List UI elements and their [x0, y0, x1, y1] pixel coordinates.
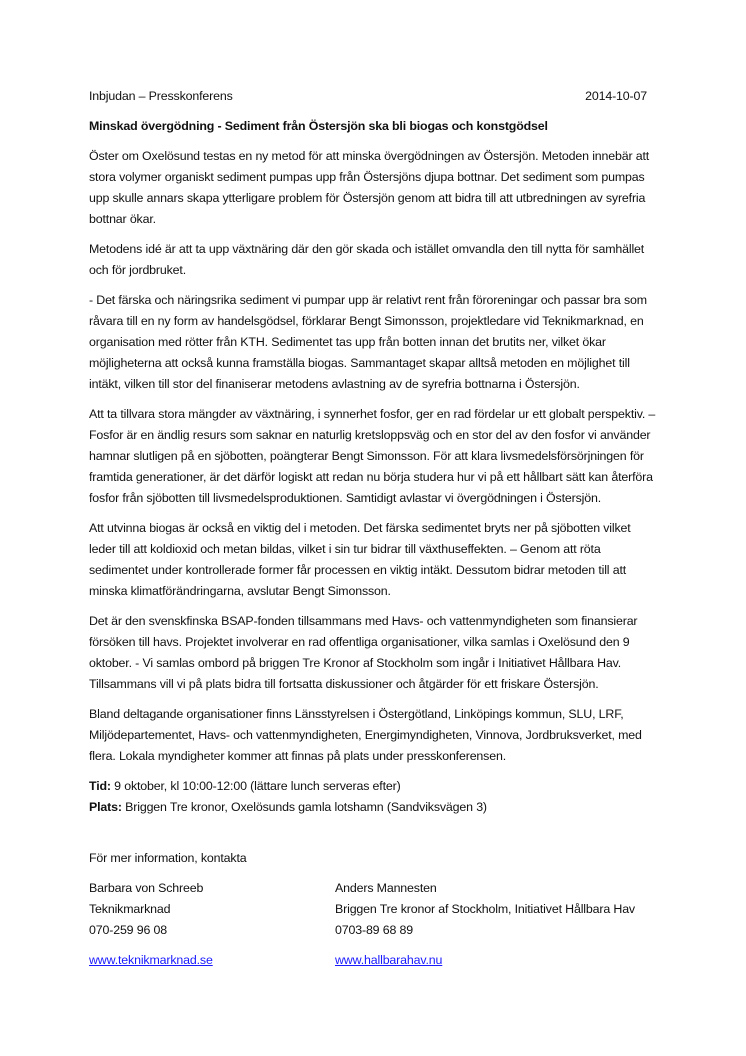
contact-card [335, 878, 655, 971]
place-label: Plats: [89, 800, 122, 814]
event-time [89, 776, 659, 797]
paragraph-method-idea: Metodens idé är att ta upp växtnäring där den gör skada och istället omvandla den till nytta för samhället och för jordbruket. [89, 242, 645, 277]
paragraph-intro: Öster om Oxelösund testas en ny metod för att minska övergödningen av Östersjön. Metoden innebär att stora volymer organiskt sediment pumpas upp från Östersjöns djupa bottnar. Det sediment som pumpas upp skulle annars skapa ytterligare problem för Östersjön genom att bidra till att utbredningen av syrefria bottnar ökar. [89, 149, 650, 226]
paragraph-biogas: Att utvinna biogas är också en viktig del i metoden. Det färska sedimentet bryts ner på sjöbotten vilket leder till att koldioxid och metan bildas, vilket i sin tur bidrar till växthuseffekten. – Genom att röta sedimentet under kontrollerade former får processen en viktig intäkt. Dessutom bidrar metoden till att minska klimatförändringarna, avslutar Bengt Simonsson. [89, 521, 631, 598]
paragraph-funding: Det är den svenskfinska BSAP-fonden tillsammans med Havs- och vattenmyndigheten som finansierar försöken till havs. Projektet involverar en rad offentliga organisationer, vilka samlas i Oxelösund den 9 oktober. - Vi samlas ombord på briggen Tre Kronor af Stockholm som ingår i Initiativet Hållbara Hav. Tillsammans vill vi på plats bidra till fortsatta diskussioner och åtgärder för ett friskare Östersjön. [89, 614, 638, 691]
contact-website-link[interactable]: www.teknikmarknad.se [89, 953, 213, 967]
place-value: Briggen Tre kronor, Oxelösunds gamla lotshamn (Sandviksvägen 3) [121, 800, 487, 814]
paragraph-organizations: Bland deltagande organisationer finns Länsstyrelsen i Östergötland, Linköpings kommun, SLU, LRF, Miljödepartementet, Havs- och vattenmyndigheten, Energimyndigheten, Vinnova, Jordbruksverket, med flera. Lokala myndigheter kommer att finnas på plats under presskonferensen. [89, 707, 642, 763]
time-value: 9 oktober, kl 10:00-12:00 (lättare lunch serveras efter) [110, 779, 401, 793]
contact-organization: Briggen Tre kronor af Stockholm, Initiativet Hållbara Hav [335, 902, 635, 916]
contact-phone: 0703-89 68 89 [335, 923, 413, 937]
contact-phone: 070-259 96 08 [89, 923, 167, 937]
document-type: Inbjudan – Presskonferens [89, 89, 233, 103]
contact-intro: För mer information, kontakta [89, 851, 247, 865]
paragraph-phosphorus: Att ta tillvara stora mängder av växtnäring, i synnerhet fosfor, ger en rad fördelar ur ett globalt perspektiv. – Fosfor är en ändlig resurs som saknar en naturlig kretsloppsväg och en stor del av den fosfor vi använder hamnar slutligen på en sjöbotten, poängterar Bengt Simonsson. För att klara livsmedelsförsörjningen för framtida generationer, är det därför logiskt att redan nu börja studera hur vi på ett hållbart sätt kan återföra fosfor från sjöbotten till livsmedelsproduktionen. Samtidigt avlastar vi övergödningen i Östersjön. [89, 407, 656, 505]
paragraph-quote-sediment: - Det färska och näringsrika sediment vi pumpar upp är relativt rent från föroreningar och passar bra som råvara till en ny form av handelsgödsel, förklarar Bengt Simonsson, projektledare vid Teknikmarknad, en organisation med rötter från KTH. Sedimentet tas upp från botten innan det brutits ner, vilket ökar möjligheterna att också kunna framställa biogas. Sammantaget skapar alltså metoden en möjlighet till intäkt, vilken till stor del finaniserar metodens avlastning av de syrefria bottnarna i Östersjön. [89, 293, 647, 391]
press-invitation-document [89, 86, 659, 971]
time-label: Tid: [89, 779, 111, 793]
document-title: Minskad övergödning - Sediment från Östersjön ska bli biogas och konstgödsel [89, 119, 548, 133]
contact-name: Barbara von Schreeb [89, 881, 204, 895]
contact-card [89, 878, 335, 971]
document-date: 2014-10-07 [585, 89, 647, 103]
event-details [89, 776, 659, 818]
contact-website-link[interactable]: www.hallbarahav.nu [335, 953, 443, 967]
contact-organization: Teknikmarknad [89, 902, 171, 916]
contact-name: Anders Mannesten [335, 881, 437, 895]
event-place [89, 797, 659, 818]
document-header [89, 86, 659, 107]
contacts-section [89, 878, 659, 971]
